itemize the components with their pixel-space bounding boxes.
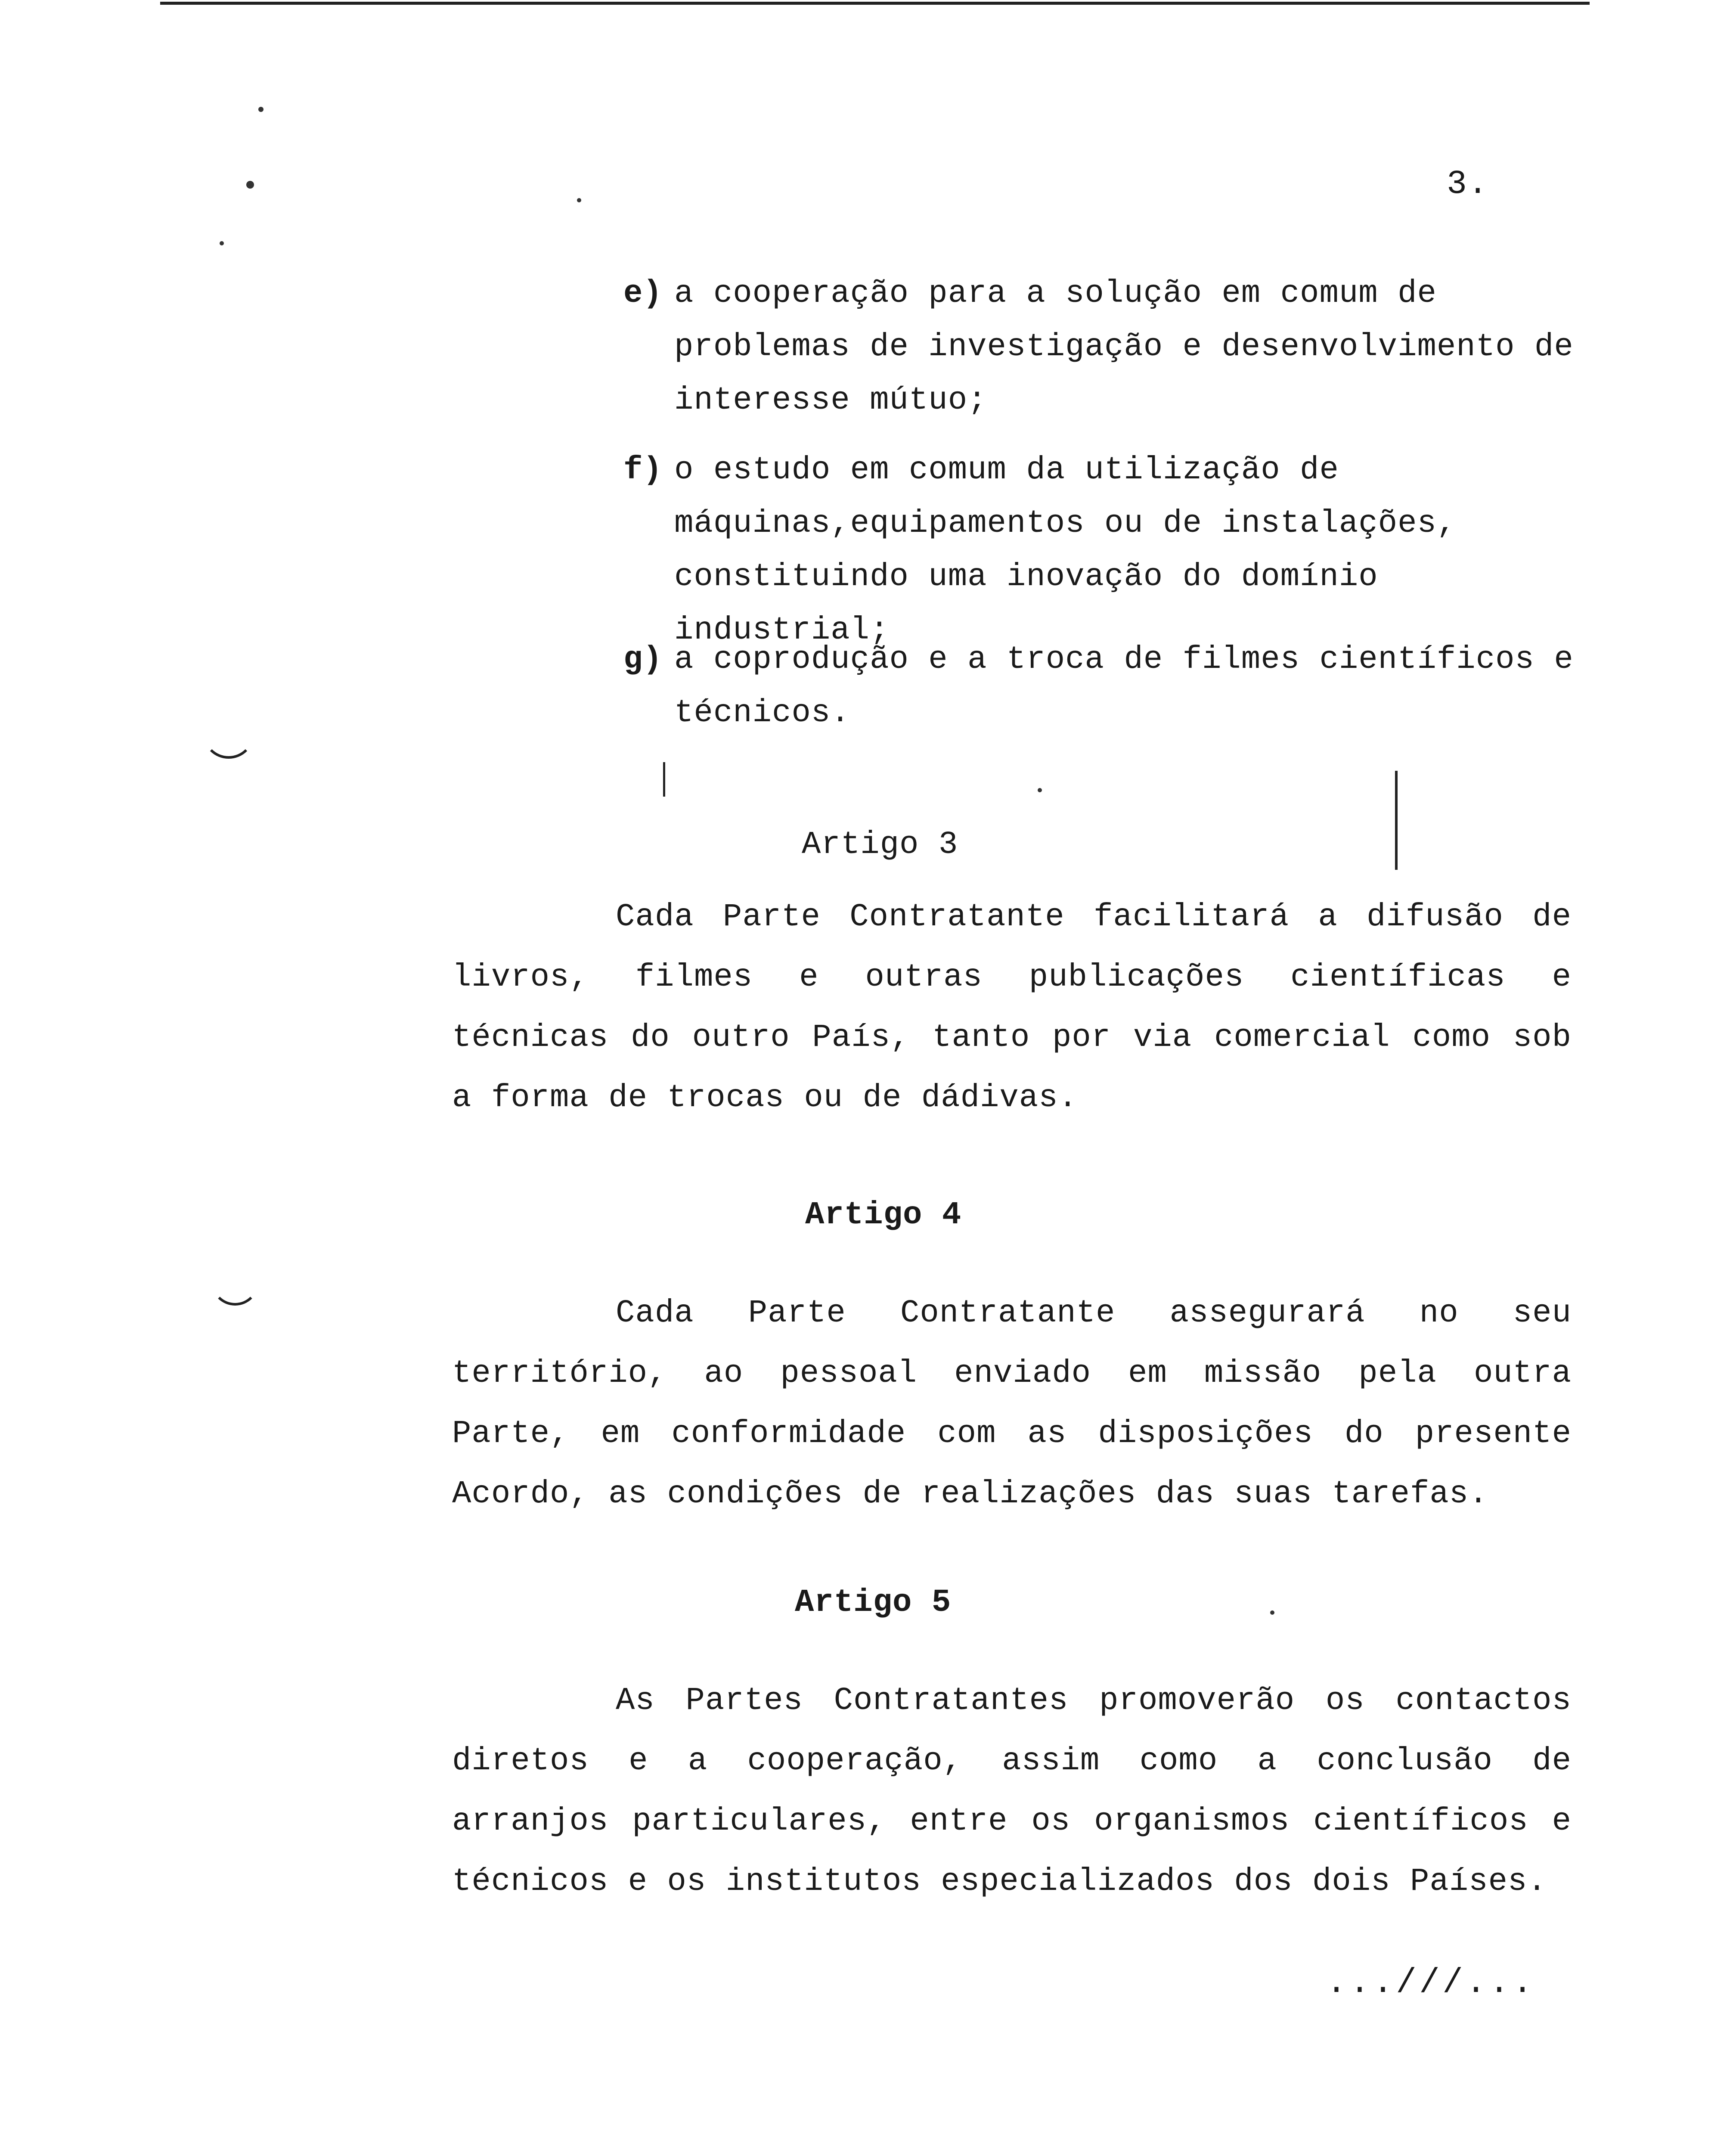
scan-speck bbox=[577, 198, 581, 202]
continuation-mark: ...///... bbox=[1326, 1964, 1536, 2003]
item-letter: e) bbox=[623, 276, 663, 312]
item-text: a cooperação para a solução em comum de problemas de investigação e desenvolvimento de interesse mútuo; bbox=[674, 276, 1593, 419]
scan-stroke bbox=[1395, 771, 1398, 870]
item-text: a coprodução e a troca de filmes científicos e técnicos. bbox=[674, 642, 1593, 731]
scan-speck bbox=[258, 107, 264, 112]
article-title-3: Artigo 3 bbox=[802, 827, 958, 863]
article-title-4: Artigo 4 bbox=[805, 1197, 962, 1233]
article-title-5: Artigo 5 bbox=[795, 1585, 952, 1621]
scan-speck bbox=[1270, 1610, 1274, 1615]
item-letter: f) bbox=[623, 452, 663, 488]
article-body-3: Cada Parte Contratante facilitará a difusão de livros, filmes e outras publicações científicas e técnicas do outro País, tanto por via comercial como sob a forma de trocas ou de dádivas. bbox=[452, 899, 1572, 1116]
scan-speck bbox=[246, 181, 254, 189]
scan-speck bbox=[1038, 788, 1042, 792]
margin-mark bbox=[211, 1257, 259, 1306]
top-rule bbox=[160, 2, 1590, 5]
list-item-f bbox=[623, 444, 1596, 657]
item-text: o estudo em comum da utilização de máquinas,equipamentos ou de instalações, constituindo uma inovação do domínio industrial; bbox=[674, 452, 1476, 648]
list-item-e bbox=[623, 267, 1596, 427]
page-number: 3. bbox=[1447, 165, 1489, 203]
article-body-4: Cada Parte Contratante assegurará no seu território, ao pessoal enviado em missão pela outra Parte, em conformidade com as disposições do presente Acordo, as condições de realizações das suas tarefas. bbox=[452, 1295, 1572, 1512]
margin-mark bbox=[202, 706, 255, 759]
scan-stroke bbox=[663, 762, 665, 797]
item-letter: g) bbox=[623, 642, 663, 678]
list-item-g bbox=[623, 633, 1596, 740]
scan-speck bbox=[220, 241, 224, 245]
article-body-5: As Partes Contratantes promoverão os contactos diretos e a cooperação, assim como a conclusão de arranjos particulares, entre os organismos científicos e técnicos e os institutos especializados dos dois Países. bbox=[452, 1683, 1572, 1900]
